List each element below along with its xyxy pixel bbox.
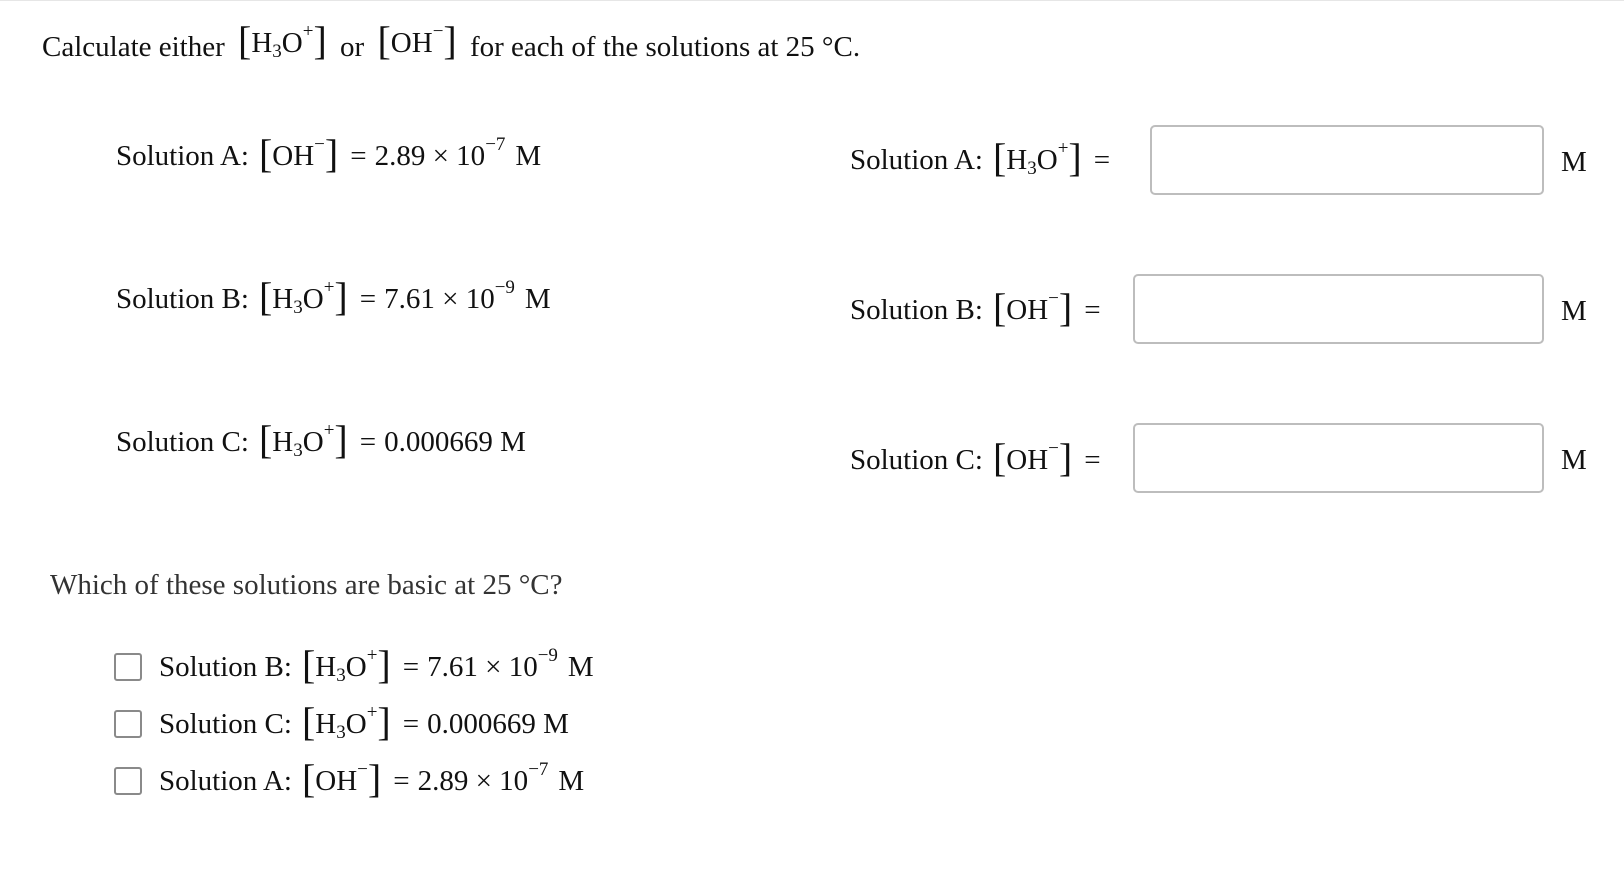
option-label: Solution C: [ H 3 O + ] = 0.000669 M [159, 699, 569, 744]
given-solution-a: Solution A: [ OH − ] = 2.89 × 10 −7 M [116, 131, 542, 176]
answer-label-solution-c: Solution C: [ OH − ] = [850, 435, 1101, 480]
option-label: Solution B: [ H 3 O + ] = 7.61 × 10 −9 M [159, 642, 594, 687]
answer-label-solution-b: Solution B: [ OH − ] = [850, 285, 1101, 330]
option-solution-c[interactable] [114, 699, 569, 746]
unit-label: M [1561, 146, 1587, 178]
answer-input-solution-c[interactable] [1133, 423, 1544, 493]
answer-input-solution-b[interactable] [1133, 274, 1544, 344]
hydronium-expression: [ H 3 O + ] [238, 18, 327, 63]
given-value: 2.89 × 10 [374, 140, 486, 172]
given-value: 7.61 × 10 [384, 283, 495, 315]
unit-label: M [1561, 295, 1587, 327]
given-solution-b: Solution B: [ H 3 O + ] = 7.61 × 10 −9 M [116, 274, 551, 319]
given-label: Solution B: [116, 283, 249, 315]
instruction-text: Calculate either [ H 3 O + ] or [ OH − ] for each of the solutions at 25 °C. [42, 18, 861, 63]
given-label: Solution A: [116, 140, 249, 172]
given-solution-c: Solution C: [ H 3 O + ] = 0.000669 M [116, 417, 526, 462]
top-divider [0, 0, 1624, 1]
unit-label: M [1561, 444, 1587, 476]
option-label: Solution A: [ OH − ] = 2.89 × 10 −7 M [159, 756, 585, 801]
checkbox[interactable] [114, 710, 142, 738]
option-solution-a[interactable] [114, 756, 585, 803]
checkbox[interactable] [114, 767, 142, 795]
hydroxide-expression: [ OH − ] [377, 18, 457, 63]
given-label: Solution C: [116, 426, 249, 458]
checkbox[interactable] [114, 653, 142, 681]
answer-input-solution-a[interactable] [1150, 125, 1544, 195]
answer-label-solution-a: Solution A: [ H 3 O + ] = [850, 135, 1111, 180]
option-solution-b[interactable] [114, 642, 594, 689]
given-value: 0.000669 M [384, 426, 526, 458]
basic-solutions-question: Which of these solutions are basic at 25 °C? [50, 569, 563, 601]
